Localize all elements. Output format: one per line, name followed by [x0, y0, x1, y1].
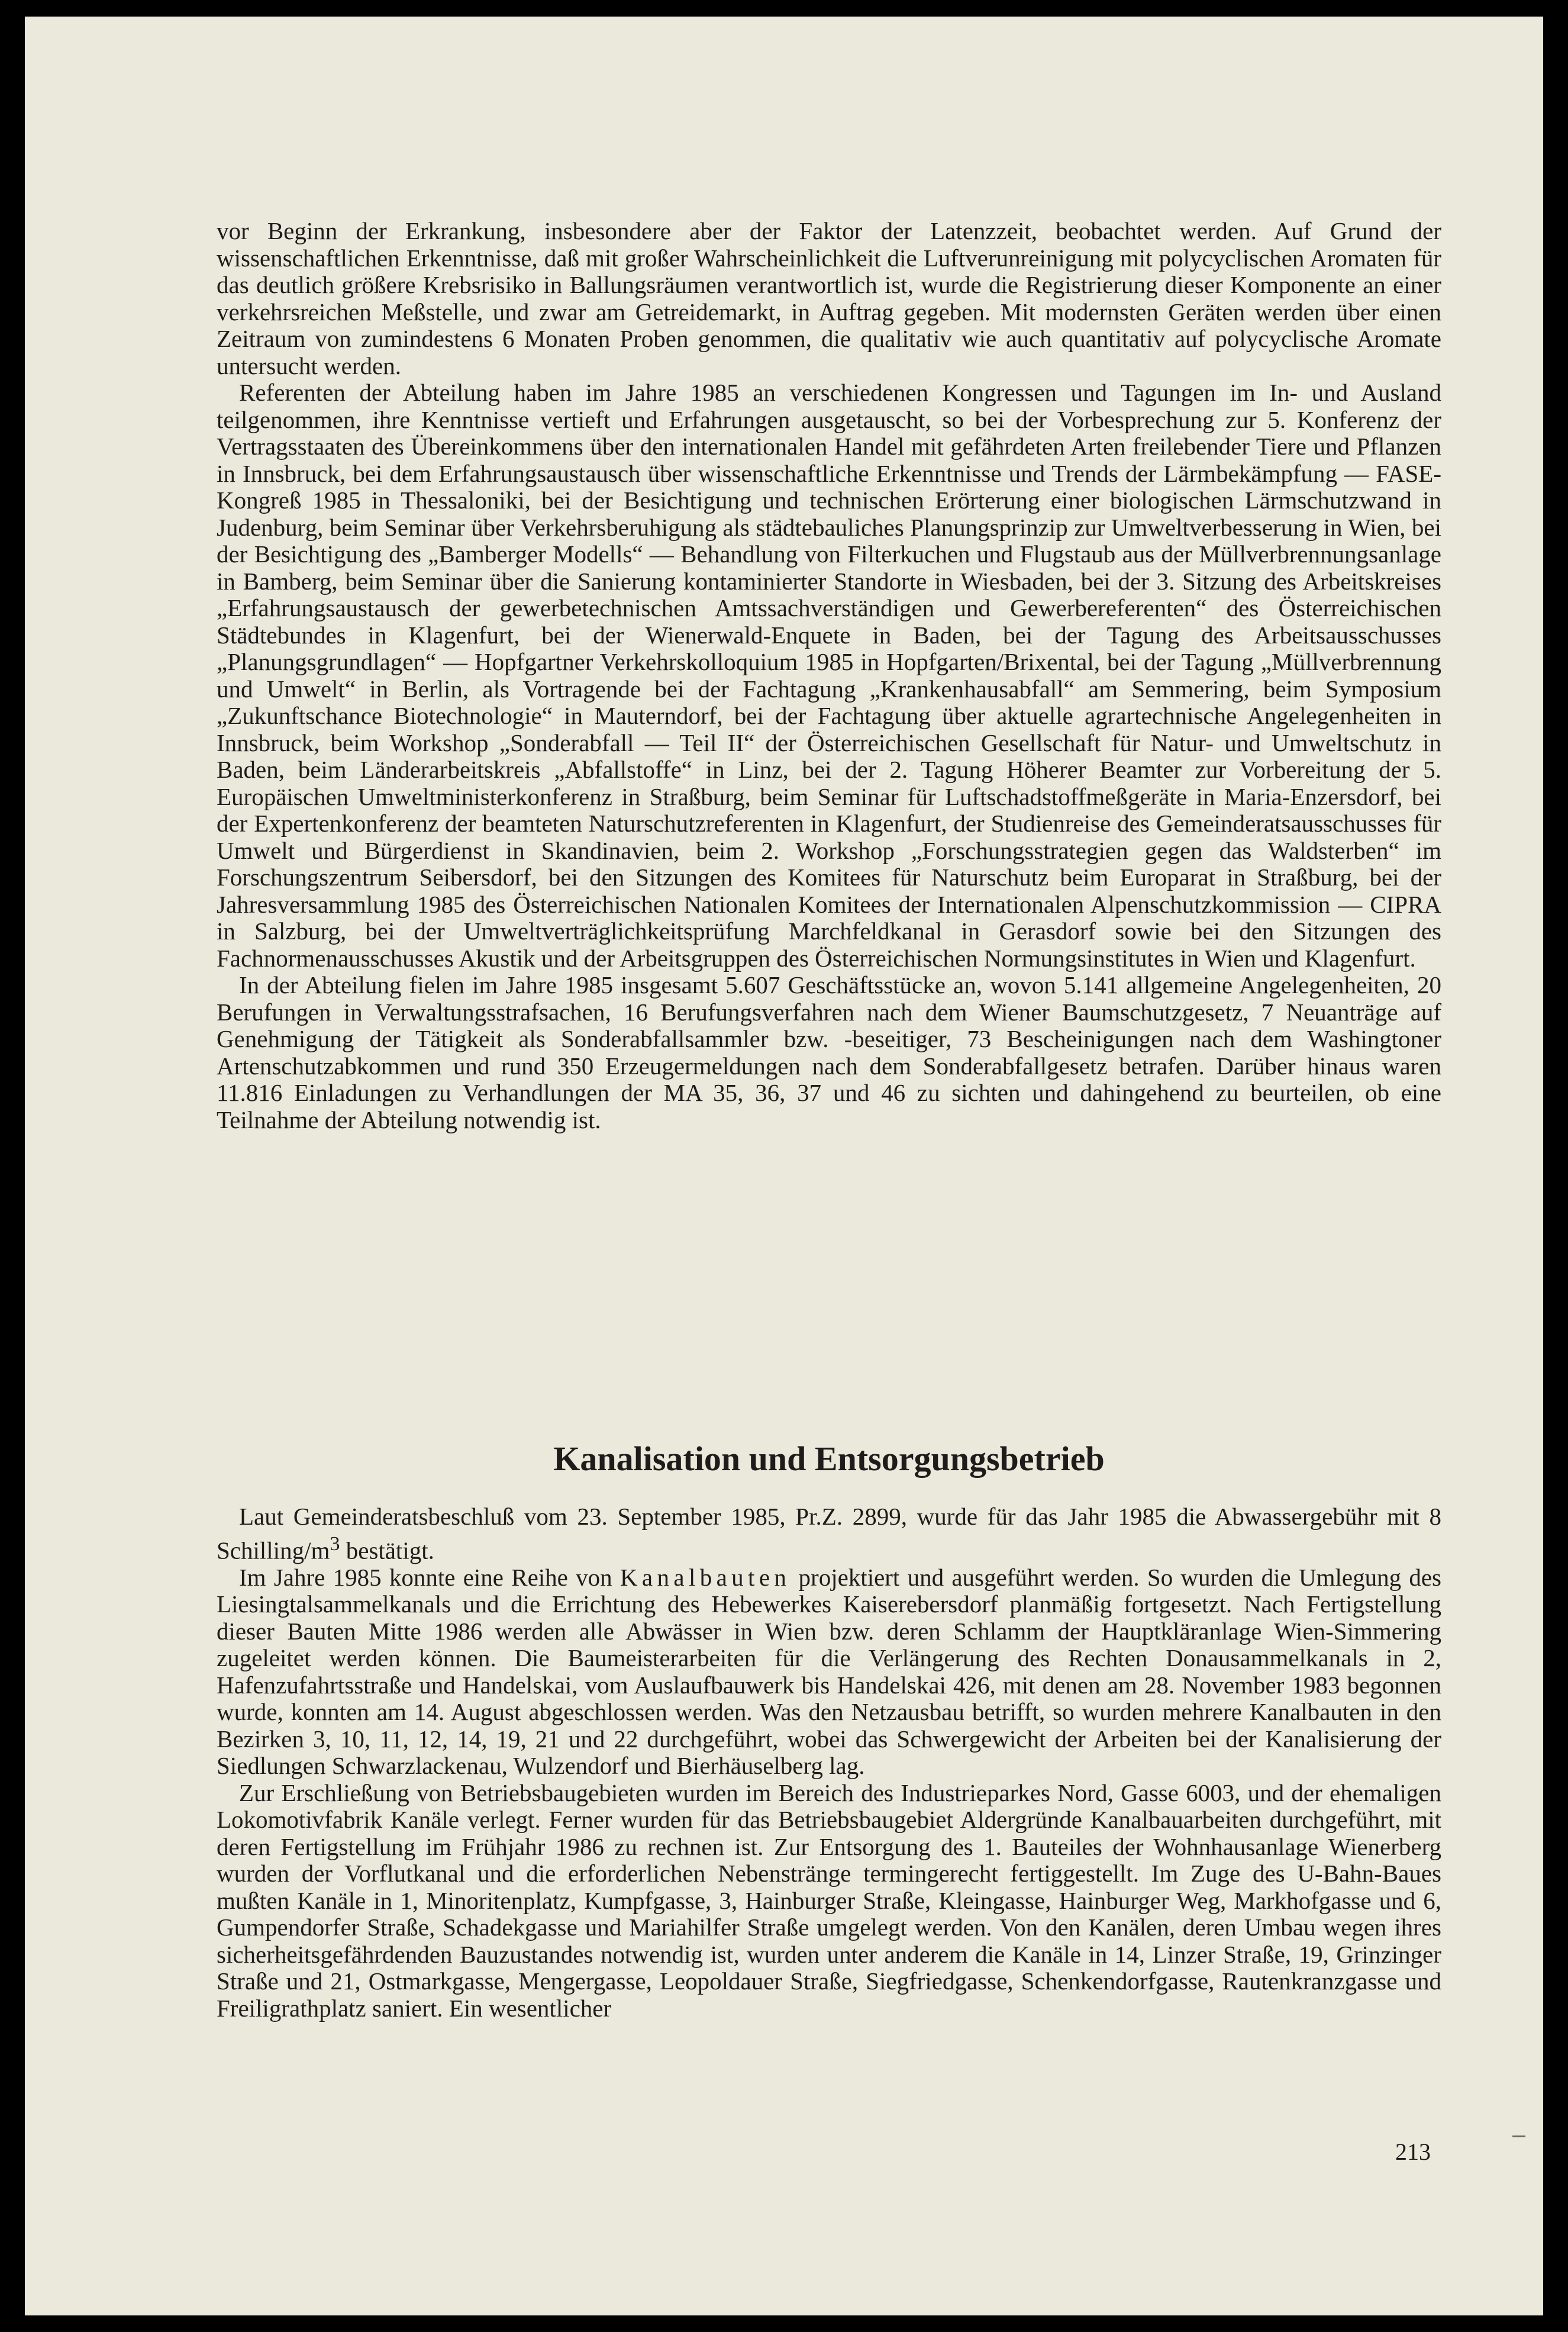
sewer-construction-emphasis: Kanalbauten	[620, 1563, 791, 1591]
section-heading: Kanalisation und Entsorgungsbetrieb	[553, 1439, 1105, 1478]
paragraph-continuation: vor Beginn der Erkrankung, insbesondere aber der Faktor der Latenzzeit, beobachtet werden. Auf Grund der wissenschaftlichen Erkenntnisse, daß mit großer Wahrscheinlichkeit die Luftverunreinigung mit polycyclischen Aromaten für das deutlich größere Krebsrisiko in Ballungsräumen verantwortlich ist, wurde die Registrierung dieser Komponente an einer verkehrsreichen Meßstelle, und zwar am Getreidemarkt, in Auftrag gegeben. Mit modernsten Geräten werden über einen Zeitraum von zumindestens 6 Monaten Proben genommen, die qualitativ wie auch quantitativ auf polycyclische Aromate untersucht werden.	[217, 217, 1441, 379]
sewer-construction-body: projektiert und ausgeführt werden. So wurden die Umlegung des Liesingtalsammelkanals und die Errichtung des Hebewerkes Kaiserebersdorf planmäßig fortgesetzt. Nach Fertigstellung dieser Bauten Mitte 1986 werden alle Abwässer in Wien bzw. deren Schlamm der Hauptkläranlage Wien-Simmering zugeleitet werden können. Die Baumeisterarbeiten für die Verlängerung des Rechten Donausammelkanals in 2, Hafenzufahrtsstraße und Handelskai, vom Auslaufbauwerk bis Handelskai 426, mit denen am 28. November 1983 begonnen wurde, konnten am 14. August abgeschlossen werden. Was den Netzausbau betrifft, so wurden mehrere Kanalbauten in den Bezirken 3, 10, 11, 12, 14, 19, 21 und 22 durchgeführt, wobei das Schwergewicht der Arbeiten bei der Kanalisierung der Siedlungen Schwarzlackenau, Wulzendorf und Bierhäuselberg lag.	[217, 1563, 1441, 1780]
wastewater-fee-text: Laut Gemeinderatsbeschluß vom 23. September 1985, Pr.Z. 2899, wurde für das Jahr 1985 die Abwassergebühr mit 8 Schilling/m	[217, 1503, 1441, 1564]
body-text-upper	[217, 218, 1441, 1133]
paragraph-wastewater-fee	[217, 1503, 1441, 1564]
cubic-superscript: 3	[330, 1532, 340, 1555]
body-text-lower	[217, 1503, 1441, 2022]
sewer-construction-intro: Im Jahre 1985 konnte eine Reihe von	[239, 1563, 620, 1591]
paragraph-business-statistics: In der Abteilung fielen im Jahre 1985 insgesamt 5.607 Geschäftsstücke an, wovon 5.141 allgemeine Angelegenheiten, 20 Berufungen in Verwaltungsstrafsachen, 16 Berufungsverfahren nach dem Wiener Baumschutzgesetz, 7 Neuanträge auf Genehmigung der Tätigkeit als Sonderabfallsammler bzw. -beseitiger, 73 Bescheinigungen nach dem Washingtoner Artenschutzabkommen und rund 350 Erzeugermeldungen nach dem Sonderabfallgesetz betrafen. Darüber hinaus waren 11.816 Einladungen zu Verhandlungen der MA 35, 36, 37 und 46 zu sichten und dahingehend zu beurteilen, ob eine Teilnahme der Abteilung notwendig ist.	[217, 971, 1441, 1133]
document-page	[25, 17, 1543, 2315]
paragraph-industrial-areas: Zur Erschließung von Betriebsbaugebieten wurden im Bereich des Industrieparkes Nord, Gasse 6003, und der ehemaligen Lokomotivfabrik Kanäle verlegt. Ferner wurden für das Betriebsbaugebiet Aldergründe Kanalbauarbeiten durchgeführt, mit deren Fertigstellung im Frühjahr 1986 zu rechnen ist. Zur Entsorgung des 1. Bauteiles der Wohnhausanlage Wienerberg wurden der Vorflutkanal und die erforderlichen Nebenstränge termingerecht fertiggestellt. Im Zuge des U-Bahn-Baues mußten Kanäle in 1, Minoritenplatz, Kumpfgasse, 3, Hainburger Straße, Kleingasse, Hainburger Weg, Markhofgasse und 6, Gumpendorfer Straße, Schadekgasse und Mariahilfer Straße umgelegt werden. Von den Kanälen, deren Umbau wegen ihres sicherheitsgefährdenden Bauzustandes notwendig ist, wurden unter anderem die Kanäle in 14, Linzer Straße, 19, Grinzinger Straße und 21, Ostmarkgasse, Mengergasse, Leopoldauer Straße, Siegfriedgasse, Schenkendorfgasse, Rautenkranzgasse und Freiligrathplatz saniert. Ein wesentlicher	[217, 1779, 1441, 2022]
paragraph-sewer-construction	[217, 1564, 1441, 1780]
margin-mark	[1512, 2135, 1525, 2137]
paragraph-conferences: Referenten der Abteilung haben im Jahre 1985 an verschiedenen Kongressen und Tagungen im In- und Ausland teilgenommen, ihre Kenntnisse vertieft und Erfahrungen ausgetauscht, so bei der Vorbesprechung zur 5. Konferenz der Vertragsstaaten des Übereinkommens über den internationalen Handel mit gefährdeten Arten freilebender Tiere und Pflanzen in Innsbruck, bei dem Erfahrungsaustausch über wissenschaftliche Erkenntnisse und Trends der Lärmbekämpfung — FASE-Kongreß 1985 in Thessaloniki, bei der Besichtigung und technischen Erörterung einer biologischen Lärmschutzwand in Judenburg, beim Seminar über Verkehrsberuhigung als städtebauliches Planungsprinzip zur Umweltverbesserung in Wien, bei der Besichtigung des „Bamberger Modells“ — Behandlung von Filterkuchen und Flugstaub aus der Müllverbrennungsanlage in Bamberg, beim Seminar über die Sanierung kontaminierter Standorte in Wiesbaden, bei der 3. Sitzung des Arbeitskreises „Erfahrungsaustausch der gewerbetechnischen Amtssachverständigen und Gewerbereferenten“ des Österreichischen Städtebundes in Klagenfurt, bei der Wienerwald-Enquete in Baden, bei der Tagung des Arbeitsausschusses „Planungsgrundlagen“ — Hopfgartner Verkehrskolloquium 1985 in Hopfgarten/Brixental, bei der Tagung „Müllverbrennung und Umwelt“ in Berlin, als Vortragende bei der Fachtagung „Krankenhausabfall“ am Semmering, beim Symposium „Zukunftschance Biotechnologie“ in Mauterndorf, bei der Fachtagung über aktuelle agrartechnische Angelegenheiten in Innsbruck, beim Workshop „Sonderabfall — Teil II“ der Österreichischen Gesellschaft für Natur- und Umweltschutz in Baden, beim Länderarbeitskreis „Abfallstoffe“ in Linz, bei der 2. Tagung Höherer Beamter zur Vorbereitung der 5. Europäischen Umweltministerkonferenz in Straßburg, beim Seminar für Luftschadstoffmeßgeräte in Maria-Enzersdorf, bei der Expertenkonferenz der beamteten Naturschutzreferenten in Klagenfurt, der Studienreise des Gemeinderatsausschusses für Umwelt und Bürgerdienst in Skandinavien, beim 2. Workshop „Forschungsstrategien gegen das Waldsterben“ im Forschungszentrum Seibersdorf, bei den Sitzungen des Komitees für Naturschutz beim Europarat in Straßburg, bei der Jahresversammlung 1985 des Österreichischen Nationalen Komitees der Internationalen Alpenschutzkommission — CIPRA in Salzburg, bei der Umweltverträglichkeitsprüfung Marchfeldkanal in Gerasdorf sowie bei den Sitzungen des Fachnormenausschusses Akustik und der Arbeitsgruppen des Österreichischen Normungsinstitutes in Wien und Klagenfurt.	[217, 379, 1441, 972]
page-number: 213	[1395, 2138, 1431, 2165]
wastewater-fee-end: bestätigt.	[340, 1537, 434, 1564]
